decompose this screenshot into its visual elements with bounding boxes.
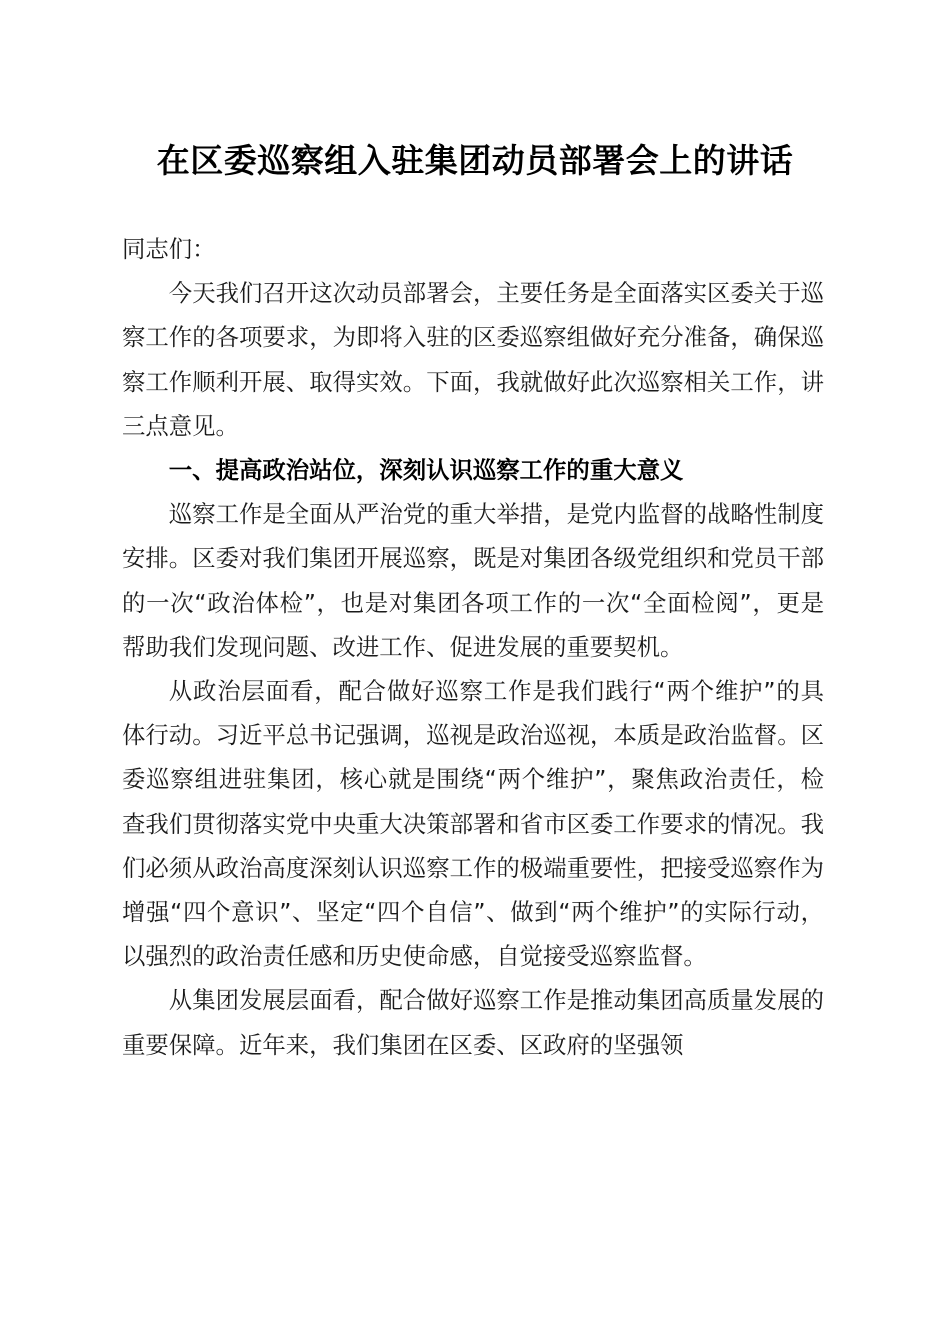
- salutation: 同志们：: [122, 235, 216, 263]
- section-1-paragraph-1: 巡察工作是全面从严治党的重大举措，是党内监督的战略性制度安排。区委对我们集团开展巡察，既是对集团各级党组织和党员干部的一次“政治体检”，也是对集团各项工作的一次“全面检阅”，更是帮助我们发现问题、改进工作、促进发展的重要契机。: [122, 500, 824, 661]
- section-1-heading: 一、提高政治站位，深刻认识巡察工作的重大意义: [168, 456, 684, 485]
- document-title: 在区委巡察组入驻集团动员部署会上的讲话: [156, 141, 794, 180]
- section-1-paragraph-3: 从集团发展层面看，配合做好巡察工作是推动集团高质量发展的重要保障。近年来，我们集团在区委、区政府的坚强领: [122, 986, 824, 1059]
- document-body: [122, 227, 824, 1067]
- opening-paragraph: 今天我们召开这次动员部署会，主要任务是全面落实区委关于巡察工作的各项要求，为即将入驻的区委巡察组做好充分准备，确保巡察工作顺利开展、取得实效。下面，我就做好此次巡察相关工作，讲三点意见。: [122, 279, 824, 440]
- section-1-paragraph-2: 从政治层面看，配合做好巡察工作是我们践行“两个维护”的具体行动。习近平总书记强调，巡视是政治巡视，本质是政治监督。区委巡察组进驻集团，核心就是围绕“两个维护”，聚焦政治责任，检查我们贯彻落实党中央重大决策部署和省市区委工作要求的情况。我们必须从政治高度深刻认识巡察工作的极端重要性，把接受巡察作为增强“四个意识”、坚定“四个自信”、做到“两个维护”的实际行动，以强烈的政治责任感和历史使命感，自觉接受巡察监督。: [122, 677, 824, 971]
